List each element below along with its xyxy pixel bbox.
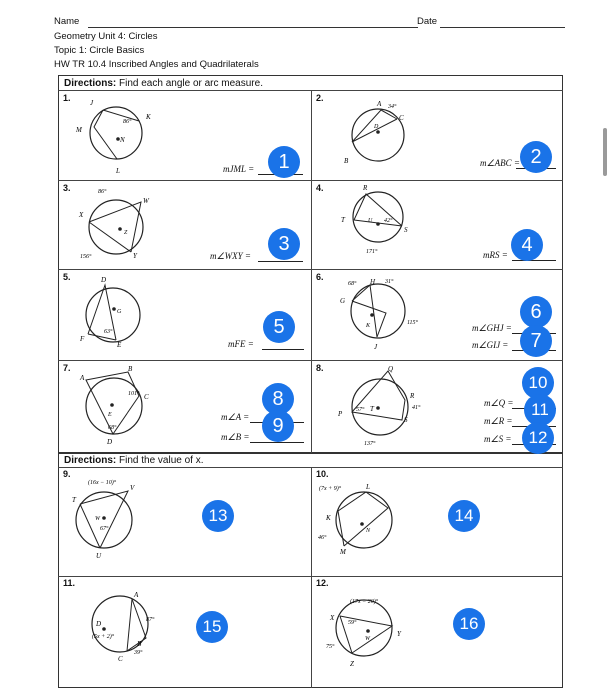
scrollbar[interactable]: [603, 128, 607, 176]
figure-label: 57°: [356, 407, 365, 413]
figure-label: H: [370, 278, 376, 286]
problem-number: 4.: [316, 183, 324, 193]
number-badge: 3: [268, 228, 300, 260]
figure-label: N: [120, 136, 125, 144]
question-label: m∠S =: [484, 434, 512, 444]
question-label: mFE =: [228, 339, 254, 349]
answer-line[interactable]: [512, 260, 556, 261]
number-badge: 12: [522, 422, 554, 454]
question-label: mRS =: [483, 250, 508, 260]
figure-label: 75°: [326, 644, 335, 650]
figure-label: C: [399, 114, 404, 122]
figure-label: (7x + 9)°: [319, 486, 342, 492]
figure-label: Y: [397, 630, 401, 638]
figure-problem-9: [60, 468, 170, 576]
question-label: m∠A =: [221, 412, 250, 422]
figure-label: 34°: [388, 104, 397, 110]
figure-label: N: [366, 528, 371, 534]
figure-label: C: [144, 393, 149, 401]
figure-label: G: [340, 297, 346, 305]
name-label: Name: [54, 16, 80, 27]
figure-problem-8: [330, 362, 440, 450]
figure-label: Q: [388, 365, 394, 373]
name-field[interactable]: [88, 27, 418, 28]
figure-label: D: [101, 276, 107, 284]
figure-problem-2: [330, 92, 430, 180]
figure-label: 46°: [318, 535, 327, 541]
figure-label: 68°: [108, 425, 117, 431]
figure-label: Z: [124, 230, 128, 236]
figure-label: M: [76, 126, 82, 134]
figure-label: (17x − 20)°: [350, 599, 379, 605]
question-label: m∠B =: [221, 432, 250, 442]
figure-label: T: [370, 405, 374, 413]
figure-label: 63°: [104, 329, 113, 335]
figure-label: B: [344, 157, 349, 165]
figure-problem-5: [60, 271, 170, 359]
figure-label: X: [79, 211, 84, 219]
figure-label: F: [80, 335, 85, 343]
number-badge: 8: [262, 383, 294, 415]
course-title: Geometry Unit 4: Circles: [54, 31, 158, 42]
figure-label: G: [117, 309, 122, 315]
figure-label: Y: [133, 252, 137, 260]
figure-label: J: [374, 343, 378, 351]
number-badge: 1: [268, 146, 300, 178]
figure-label: M: [340, 548, 346, 556]
number-badge: 13: [202, 500, 234, 532]
figure-label: C: [118, 655, 123, 663]
figure-label: 171°: [366, 249, 378, 255]
figure-label: L: [116, 167, 120, 175]
figure-label: D: [374, 124, 379, 130]
problem-number: 6.: [316, 272, 324, 282]
figure-label: R: [363, 184, 368, 192]
figure-label: P: [338, 410, 343, 418]
figure-problem-6: [330, 271, 430, 359]
figure-label: 101°: [128, 391, 140, 397]
problem-number: 7.: [63, 363, 71, 373]
figure-label: W: [95, 516, 100, 522]
figure-label: E: [117, 341, 122, 349]
figure-label: X: [330, 614, 335, 622]
figure-label: R: [410, 392, 415, 400]
figure-label: K: [146, 113, 151, 121]
number-badge: 5: [263, 311, 295, 343]
date-label: Date: [417, 16, 438, 27]
number-badge: 15: [196, 611, 228, 643]
directions-1: Directions: Find each angle or arc measure.: [64, 78, 263, 89]
figure-label: 31°: [385, 279, 394, 285]
problem-number: 8.: [316, 363, 324, 373]
problem-number: 12.: [316, 578, 329, 588]
figure-label: S: [404, 416, 408, 424]
divider: [311, 90, 312, 453]
figure-label: A: [80, 374, 85, 382]
figure-label: 39°: [134, 650, 143, 656]
figure-label: 67°: [100, 526, 109, 532]
question-label: m∠R =: [484, 416, 513, 426]
number-badge: 16: [453, 608, 485, 640]
problem-number: 1.: [63, 93, 71, 103]
figure-problem-4: [330, 182, 430, 270]
figure-label: W: [365, 636, 370, 642]
number-badge: 4: [511, 229, 543, 261]
figure-label: 86°: [98, 189, 107, 195]
number-badge: 7: [520, 325, 552, 357]
homework-title: HW TR 10.4 Inscribed Angles and Quadrilaterals: [54, 59, 259, 70]
figure-label: U: [96, 552, 102, 560]
figure-label: 41°: [412, 405, 421, 411]
figure-label: Z: [350, 660, 354, 668]
figure-label: B: [137, 640, 142, 648]
figure-label: V: [130, 484, 135, 492]
problem-number: 2.: [316, 93, 324, 103]
figure-label: (5x + 2)°: [92, 634, 115, 640]
figure-label: (16x − 10)°: [88, 480, 117, 486]
problem-number: 3.: [63, 183, 71, 193]
figure-label: 137°: [364, 441, 376, 447]
figure-problem-1: [60, 92, 170, 180]
figure-label: J: [90, 99, 94, 107]
figure-label: 59°: [348, 620, 357, 626]
figure-label: K: [326, 514, 331, 522]
figure-problem-12: [310, 578, 420, 688]
question-label: m∠GIJ =: [472, 340, 509, 350]
answer-line[interactable]: [262, 349, 304, 350]
figure-label: 115°: [407, 320, 418, 326]
answer-line[interactable]: [250, 442, 304, 443]
figure-problem-10: [310, 468, 420, 576]
figure-label: D: [107, 438, 113, 446]
figure-problem-3: [60, 182, 170, 270]
figure-label: L: [366, 483, 370, 491]
number-badge: 2: [520, 141, 552, 173]
figure-label: S: [404, 226, 408, 234]
figure-label: W: [143, 197, 149, 205]
number-badge: 14: [448, 500, 480, 532]
figure-label: T: [341, 216, 345, 224]
question-label: m∠Q =: [484, 398, 514, 408]
number-badge: 6: [520, 296, 552, 328]
figure-label: D: [96, 620, 102, 628]
problem-number: 10.: [316, 469, 329, 479]
figure-label: U: [368, 218, 373, 224]
figure-label: A: [134, 591, 139, 599]
figure-problem-7: [60, 362, 170, 450]
number-badge: 10: [522, 367, 554, 399]
number-badge: 11: [524, 394, 556, 426]
problem-number: 5.: [63, 272, 71, 282]
figure-label: K: [366, 323, 371, 329]
figure-label: T: [72, 496, 76, 504]
problem-number: 11.: [63, 578, 76, 588]
figure-label: 87°: [146, 617, 155, 623]
question-label: m∠ABC =: [480, 158, 520, 168]
figure-label: 42°: [384, 218, 393, 224]
figure-label: A: [377, 100, 382, 108]
answer-line[interactable]: [258, 261, 303, 262]
question-label: m∠GHJ =: [472, 323, 512, 333]
figure-label: 86°: [123, 119, 132, 125]
problem-number: 9.: [63, 469, 71, 479]
figure-label: E: [108, 412, 112, 418]
figure-label: 68°: [348, 281, 357, 287]
figure-label: B: [128, 365, 133, 373]
figure-label: 156°: [80, 254, 92, 260]
date-field[interactable]: [440, 27, 565, 28]
directions-2: Directions: Find the value of x.: [64, 455, 204, 466]
question-label: mJML =: [223, 164, 255, 174]
question-label: m∠WXY =: [210, 251, 251, 261]
number-badge: 9: [262, 410, 294, 442]
figure-problem-11: [60, 578, 170, 688]
topic-title: Topic 1: Circle Basics: [54, 45, 145, 56]
